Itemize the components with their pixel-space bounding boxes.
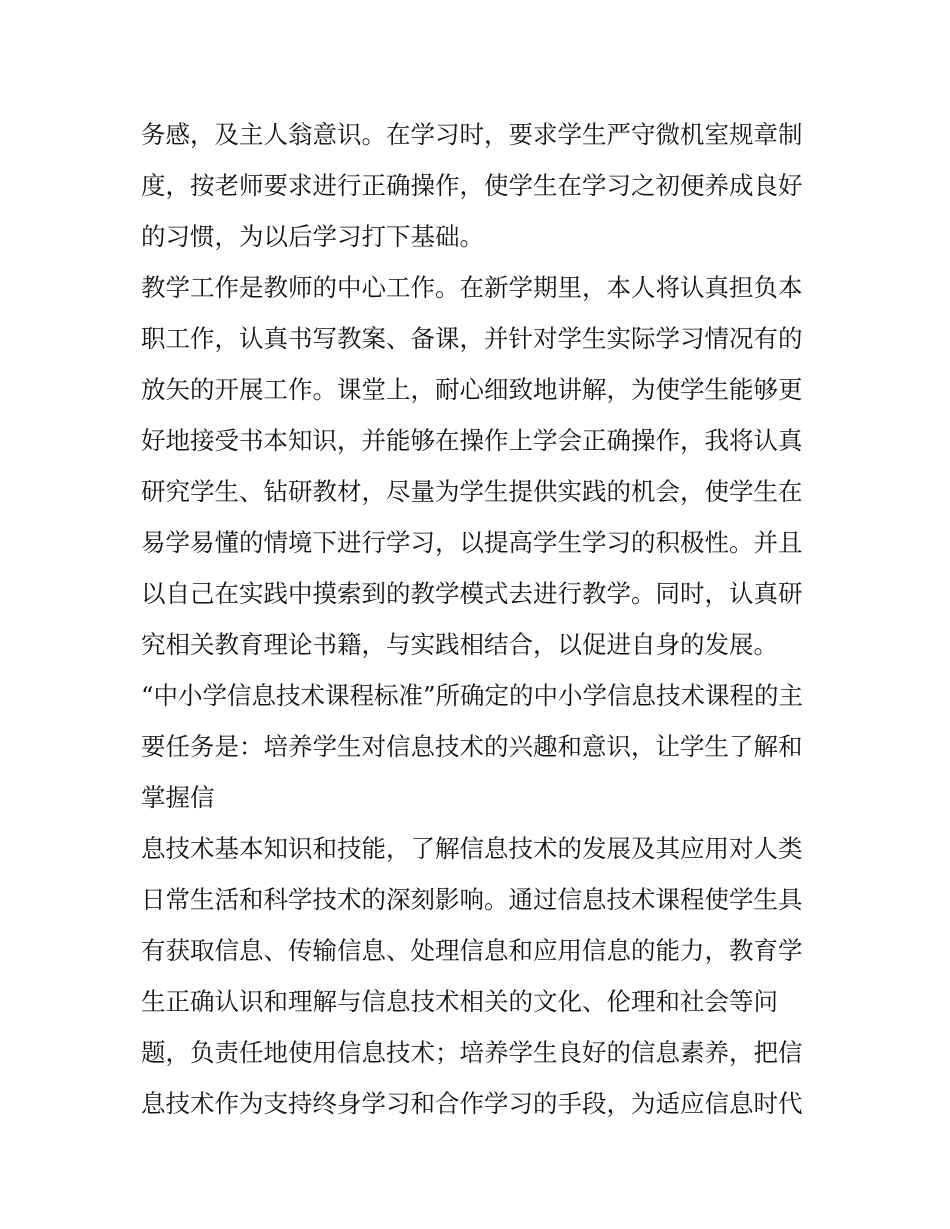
document-body: [141, 109, 821, 1129]
text-line: 以自己在实践中摸索到的教学模式去进行教学。同时，认真研: [141, 579, 803, 608]
text-line: 有获取信息、传输信息、处理信息和应用信息的能力，教育学: [141, 936, 803, 965]
text-line: 度，按老师要求进行正确操作，使学生在学习之初便养成良好: [141, 171, 803, 200]
text-line: 生正确认识和理解与信息技术相关的文化、伦理和社会等问: [141, 987, 778, 1016]
text-line: 职工作，认真书写教案、备课，并针对学生实际学习情况有的: [141, 324, 803, 353]
text-line: 息技术作为支持终身学习和合作学习的手段，为适应信息时代: [141, 1089, 803, 1118]
text-line: 务感，及主人翁意识。在学习时，要求学生严守微机室规章制: [141, 120, 803, 149]
text-line: 究相关教育理论书籍，与实践相结合，以促进自身的发展。: [141, 630, 778, 659]
text-line: 题，负责任地使用信息技术；培养学生良好的信息素养，把信: [141, 1038, 803, 1067]
text-line: 要任务是：培养学生对信息技术的兴趣和意识，让学生了解和: [141, 732, 803, 761]
text-line: “中小学信息技术课程标准”所确定的中小学信息技术课程的主: [141, 681, 804, 710]
text-line: 的习惯，为以后学习打下基础。: [141, 222, 484, 251]
text-line: 好地接受书本知识，并能够在操作上学会正确操作，我将认真: [141, 426, 803, 455]
text-line: 日常生活和科学技术的深刻影响。通过信息技术课程使学生具: [141, 885, 803, 914]
text-line: 掌握信: [141, 783, 215, 812]
text-line: 教学工作是教师的中心工作。在新学期里，本人将认真担负本: [141, 273, 803, 302]
text-line: 易学易懂的情境下进行学习，以提高学生学习的积极性。并且: [141, 528, 803, 557]
text-line: 研究学生、钻研教材，尽量为学生提供实践的机会，使学生在: [141, 477, 803, 506]
text-line: 息技术基本知识和技能，了解信息技术的发展及其应用对人类: [141, 834, 803, 863]
text-line: 放矢的开展工作。课堂上，耐心细致地讲解，为使学生能够更: [141, 375, 803, 404]
